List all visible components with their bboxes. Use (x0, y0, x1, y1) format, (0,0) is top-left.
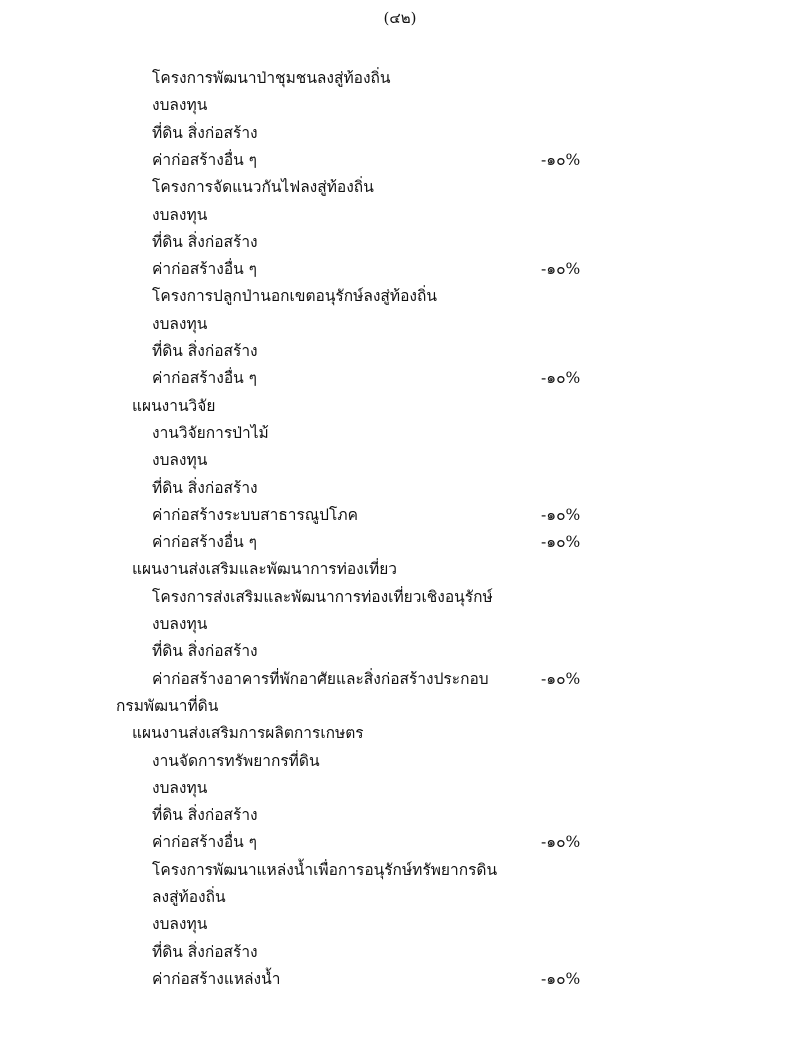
budget-line-text: แผนงานวิจัย (132, 397, 216, 415)
budget-line-text: ค่าก่อสร้างอื่น ๆ (152, 533, 257, 551)
budget-line-text: ที่ดิน สิ่งก่อสร้าง (152, 124, 258, 142)
budget-line-text: ที่ดิน สิ่งก่อสร้าง (152, 806, 258, 824)
budget-line-percentage: -๑๐% (541, 670, 581, 688)
budget-line-text: ค่าก่อสร้างอื่น ๆ (152, 833, 257, 851)
budget-line-text: แผนงานส่งเสริมและพัฒนาการท่องเที่ยว (132, 560, 398, 578)
budget-line-text: ที่ดิน สิ่งก่อสร้าง (152, 943, 258, 961)
budget-line-text: ที่ดิน สิ่งก่อสร้าง (152, 642, 258, 660)
budget-line-percentage: -๑๐% (541, 151, 581, 169)
budget-line-percentage: -๑๐% (541, 970, 581, 988)
budget-line-text: โครงการพัฒนาแหล่งน้ำเพื่อการอนุรักษ์ทรัพยากรดิน (152, 861, 498, 879)
budget-line-text: ค่าก่อสร้างอื่น ๆ (152, 260, 257, 278)
budget-line-text: งบลงทุน (152, 779, 208, 797)
budget-line-text: โครงการพัฒนาป่าชุมชนลงสู่ท้องถิ่น (152, 69, 391, 87)
page-number: (๔๒) (383, 9, 417, 27)
budget-line-text: ลงสู่ท้องถิ่น (152, 888, 226, 906)
budget-line-text: งบลงทุน (152, 915, 208, 933)
budget-line-text: งบลงทุน (152, 615, 208, 633)
budget-line-text: ที่ดิน สิ่งก่อสร้าง (152, 233, 258, 251)
budget-line-text: งบลงทุน (152, 96, 208, 114)
budget-line-text: ค่าก่อสร้างอาคารที่พักอาศัยและสิ่งก่อสร้างประกอบ (152, 670, 489, 688)
budget-line-percentage: -๑๐% (541, 833, 581, 851)
budget-line-text: โครงการปลูกป่านอกเขตอนุรักษ์ลงสู่ท้องถิ่น (152, 287, 437, 305)
budget-line-text: ที่ดิน สิ่งก่อสร้าง (152, 479, 258, 497)
budget-line-text: งบลงทุน (152, 315, 208, 333)
budget-line-text: ค่าก่อสร้างระบบสาธารณูปโภค (152, 506, 358, 524)
budget-line-text: งบลงทุน (152, 206, 208, 224)
budget-line-text: กรมพัฒนาที่ดิน (116, 697, 219, 715)
budget-line-text: ค่าก่อสร้างแหล่งน้ำ (152, 970, 281, 988)
budget-line-text: งานวิจัยการป่าไม้ (152, 424, 269, 442)
budget-line-text: ที่ดิน สิ่งก่อสร้าง (152, 342, 258, 360)
budget-line-text: โครงการจัดแนวกันไฟลงสู่ท้องถิ่น (152, 178, 374, 196)
budget-line-percentage: -๑๐% (541, 260, 581, 278)
budget-line-text: งบลงทุน (152, 451, 208, 469)
budget-line-percentage: -๑๐% (541, 533, 581, 551)
budget-line-percentage: -๑๐% (541, 506, 581, 524)
budget-line-text: โครงการส่งเสริมและพัฒนาการท่องเที่ยวเชิงอนุรักษ์ (152, 588, 493, 606)
budget-line-text: งานจัดการทรัพยากรที่ดิน (152, 752, 320, 770)
budget-line-text: ค่าก่อสร้างอื่น ๆ (152, 151, 257, 169)
budget-line-text: ค่าก่อสร้างอื่น ๆ (152, 369, 257, 387)
budget-line-percentage: -๑๐% (541, 369, 581, 387)
budget-line-text: แผนงานส่งเสริมการผลิตการเกษตร (132, 724, 364, 742)
